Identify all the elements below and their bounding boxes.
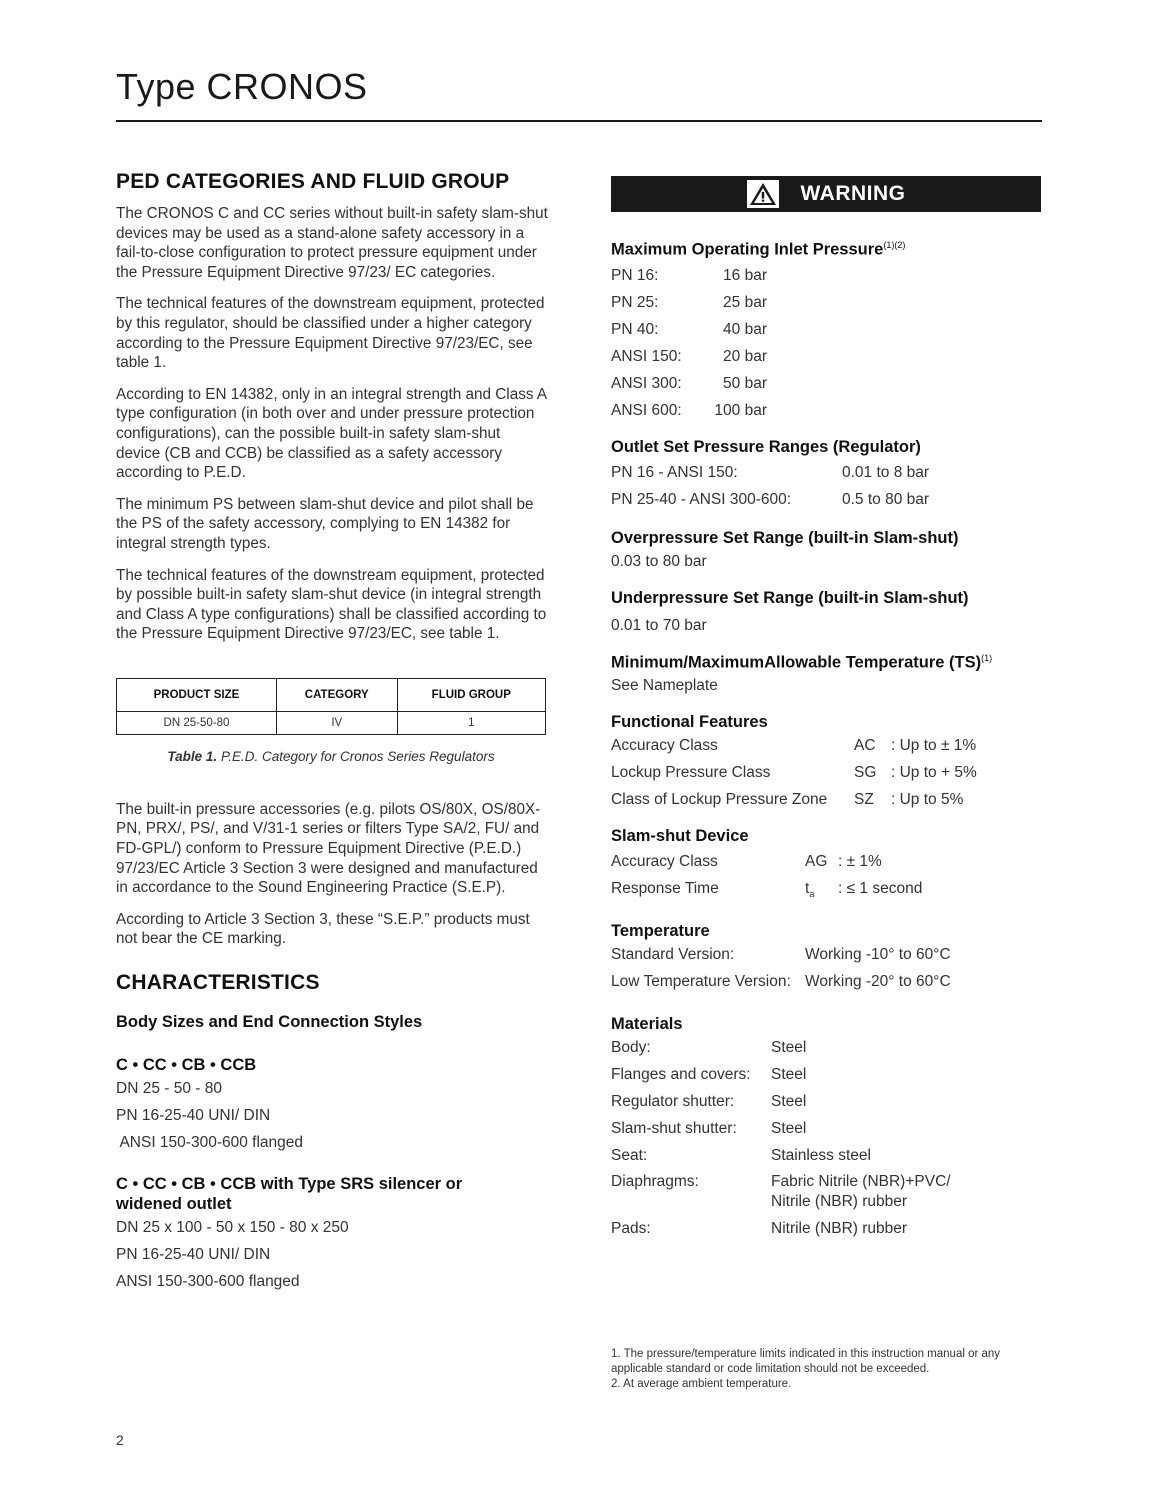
spec-code: $t_a$ [805,880,815,900]
spec-value: 20 bar [723,347,767,365]
spec-label: Class of Lockup Pressure Zone [611,791,828,808]
spec-label: Diaphragms: [611,1173,699,1191]
warning-label: WARNING [800,182,906,205]
sep-paragraph: The built-in pressure accessories (e.g. pilots OS/80X, OS/80X-PN, PRX/, PS/, and V/31-1 series or filters Type SA/2, FU/ and FD-GPL/) conform to Pressure Equipment Directive (P.E.D.) 97/23/EC Article 3 Section 3 were designed and manufactured in accordance to the Sound Engineering Practice (S.E.P). [116,800,541,897]
page-number: 2 [116,1432,124,1448]
materials-title: Materials [611,1015,683,1034]
spec-label: Response Time [611,880,719,897]
spec-label: PN 40: [611,320,659,338]
spec-value: Working -10° to 60°C [805,946,951,964]
allowable-temperature-title: Minimum/MaximumAllowable Temperature (TS)$^{(1)}$ [611,652,993,671]
functional-features-title: Functional Features [611,713,768,731]
spec-line: DN 25 - 50 - 80 [116,1080,222,1098]
allowable-temperature-value: See Nameplate [611,677,718,694]
spec-label: Lockup Pressure Class [611,764,771,781]
table-header-row [117,678,546,711]
title-divider [116,120,1042,122]
spec-label: Seat: [611,1147,648,1165]
overpressure-value: 0.03 to 80 bar [611,552,707,570]
spec-label: ANSI 600: [611,401,682,419]
spec-value: 40 bar [723,320,767,338]
spec-value: Stainless steel [771,1147,871,1165]
functional-features-list [611,732,1043,813]
spec-code: SZ [854,791,874,808]
spec-value: 50 bar [723,374,767,392]
spec-value: Nitrile (NBR) rubber [771,1220,908,1238]
ped-paragraph: The technical features of the downstream equipment, protected by this regulator, should be classified under a higher category according to the Pressure Equipment Directive 97/23/EC, see table 1. [116,295,545,372]
spec-label: PN 16: [611,266,659,284]
underpressure-title: Underpressure Set Range (built-in Slam-shut) [611,588,969,607]
spec-value: Working -20° to 60°C [805,973,951,991]
ped-paragraph: The technical features of the downstream equipment, protected by possible built-in safety slam-shut device (in integral strength and Class A type configurations) shall be classified according to the Pressure Equipment Directive 97/23/EC, see table 1. [116,566,547,643]
spec-label: ANSI 300: [611,374,682,392]
ped-section-title: PED CATEGORIES AND FLUID GROUP [116,170,510,193]
spec-line: ANSI 150-300-600 flanged [116,1134,303,1152]
spec-value: : Up to 5% [891,791,964,808]
spec-label: Standard Version: [611,946,735,964]
caption-text: P.E.D. Category for Cronos Series Regulators [220,748,495,764]
table-header-cell: FLUID GROUP [397,678,545,711]
page-title: Type CRONOS [116,66,368,107]
body-sizes-title: Body Sizes and End Connection Styles [116,1013,423,1032]
spec-value: : ≤ 1 second [838,880,923,897]
ped-category-table [116,678,546,735]
spec-label: Accuracy Class [611,737,718,754]
spec-line: ANSI 150-300-600 flanged [116,1273,300,1291]
temperature-list [611,941,1043,995]
spec-label: Body: [611,1039,651,1057]
spec-code: SG [854,764,877,781]
footnotes [611,1347,1051,1392]
spec-label: Flanges and covers: [611,1066,751,1084]
table-row [117,711,546,734]
spec-value: : Up to + 5% [891,764,977,781]
spec-label: Slam-shut shutter: [611,1120,737,1138]
slam-shut-title: Slam-shut Device [611,827,749,845]
spec-code: AC [854,737,876,754]
spec-label: PN 25: [611,293,659,311]
sep-paragraph: According to Article 3 Section 3, these “S.E.P.” products must not bear the CE marking. [116,910,530,948]
ped-paragraph: The minimum PS between slam-shut device and pilot shall be the PS of the safety accessory, complying to EN 14382 for integral strength types. [116,495,534,552]
max-inlet-list [611,262,1043,424]
spec-line: DN 25 x 100 - 50 x 150 - 80 x 250 [116,1219,349,1237]
outlet-title: Outlet Set Pressure Ranges (Regulator) [611,437,921,456]
table-header-cell: CATEGORY [276,678,397,711]
right-column [611,176,1043,1242]
characteristics-title: CHARACTERISTICS [116,971,320,995]
spec-label: ANSI 150: [611,347,682,365]
spec-label: PN 16 - ANSI 150: [611,463,738,481]
max-inlet-title: Maximum Operating Inlet Pressure$^{(1)(2)}$ [611,240,906,259]
spec-value: Steel [771,1066,807,1084]
outlet-list [611,459,1043,513]
underpressure-value: 0.01 to 70 bar [611,616,707,634]
spec-label: Pads: [611,1220,651,1238]
table-cell: DN 25-50-80 [117,711,277,734]
table-cell: 1 [397,711,545,734]
spec-value: : ± 1% [838,853,882,870]
footnote: 1. The pressure/temperature limits indicated in this instruction manual or any applicable standard or code limitation should not be exceeded. [611,1348,1001,1375]
overpressure-title: Overpressure Set Range (built-in Slam-shut) [611,528,959,547]
group2-title: C • CC • CB • CCB with Type SRS silencer or widened outlet [116,1175,463,1214]
spec-value: 0.5 to 80 bar [842,490,930,508]
ped-paragraph: The CRONOS C and CC series without built-in safety slam-shut devices may be used as a stand-alone safety accessory in a fail-to-close configuration to protect pressure equipment under the Pressure Equipment Directive 97/23/ EC categories. [116,205,548,281]
temperature-title: Temperature [611,922,710,941]
table-cell: IV [276,711,397,734]
spec-value: 25 bar [723,293,767,311]
materials-list [611,1034,1043,1242]
table-caption [116,749,546,764]
spec-value: Steel [771,1093,807,1111]
left-column [116,170,548,1295]
spec-value: : Up to ± 1% [891,737,977,754]
group1-title: C • CC • CB • CCB [116,1056,257,1075]
warning-banner [611,176,1041,212]
spec-value: Steel [771,1120,807,1138]
footnote: 2. At average ambient temperature. [611,1378,792,1390]
slam-shut-list [611,848,1043,908]
spec-value: 100 bar [714,401,767,419]
spec-label: PN 25-40 - ANSI 300-600: [611,490,792,508]
spec-value: 16 bar [723,266,767,284]
ped-paragraph: According to EN 14382, only in an integral strength and Class A type configuration (in both over and under pressure protection configurations), can the possible built-in safety slam-shut device (CB and CCB) be classified as a safety accessory according to P.E.D. [116,385,547,482]
spec-code: AG [805,853,828,870]
spec-label: Regulator shutter: [611,1093,735,1111]
table-header-cell: PRODUCT SIZE [117,678,277,711]
spec-value: Steel [771,1039,807,1057]
spec-label: Accuracy Class [611,853,718,870]
caption-label: Table 1. [167,748,218,764]
spec-value: 0.01 to 8 bar [842,463,930,481]
spec-line: PN 16-25-40 UNI/ DIN [116,1107,271,1125]
warning-triangle-icon [747,180,779,208]
spec-line: PN 16-25-40 UNI/ DIN [116,1246,271,1264]
spec-label: Low Temperature Version: [611,973,791,991]
spec-value: Fabric Nitrile (NBR)+PVC/ Nitrile (NBR) rubber [771,1173,951,1211]
